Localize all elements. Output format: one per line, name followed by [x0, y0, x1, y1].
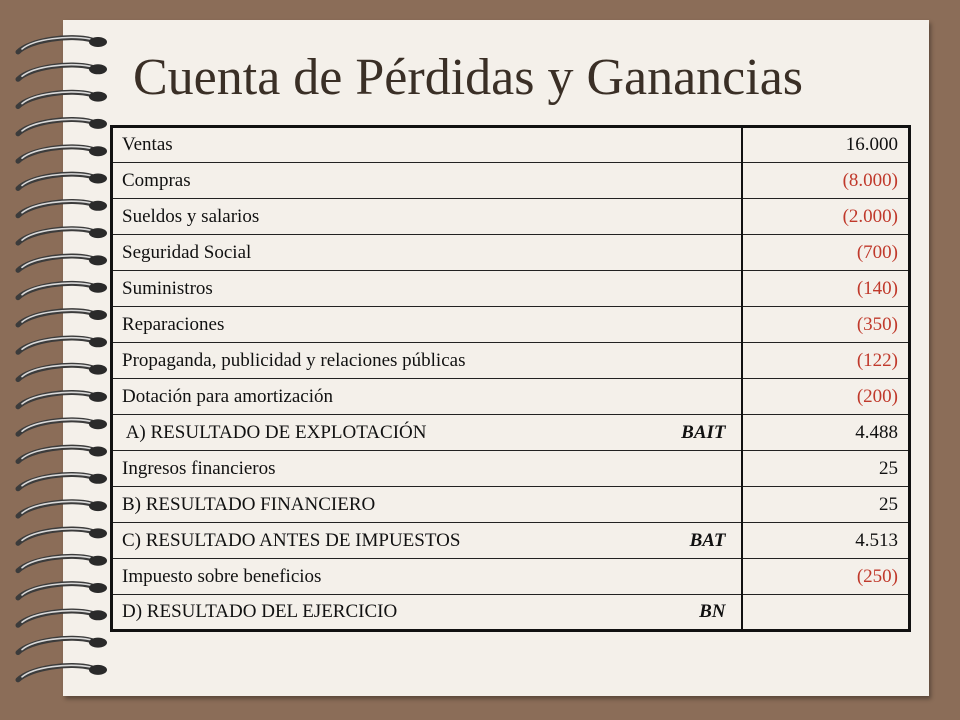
table-row: [112, 127, 910, 163]
row-label: D) RESULTADO DEL EJERCICIO: [122, 601, 398, 622]
binding-hole: [89, 474, 107, 484]
binding-hole: [89, 310, 107, 320]
row-label-cell: [112, 271, 742, 307]
row-value: (122): [742, 343, 910, 379]
binding-hole: [89, 255, 107, 265]
row-label-cell: [112, 415, 742, 451]
row-label: Impuesto sobre beneficios: [122, 565, 322, 587]
row-value: (350): [742, 307, 910, 343]
table-row: [112, 559, 910, 595]
table-row: [112, 415, 910, 451]
row-value: 4.513: [742, 523, 910, 559]
binding-hole: [89, 337, 107, 347]
row-label-cell: [112, 379, 742, 415]
table-row: [112, 271, 910, 307]
table-row: [112, 379, 910, 415]
table-row: [112, 487, 910, 523]
binding-hole: [89, 174, 107, 184]
spiral-binding-icon: [10, 20, 110, 700]
binding-hole: [89, 37, 107, 47]
row-label-cell: [112, 595, 742, 631]
row-value: 16.000: [742, 127, 910, 163]
row-label: Compras: [122, 169, 191, 191]
row-label-cell: [112, 523, 742, 559]
binding-hole: [89, 201, 107, 211]
binding-hole: [89, 64, 107, 74]
table-row: [112, 523, 910, 559]
row-label-cell: [112, 163, 742, 199]
row-value: (8.000): [742, 163, 910, 199]
binding-hole: [89, 610, 107, 620]
table-row: [112, 163, 910, 199]
table-row: [112, 199, 910, 235]
row-value: (140): [742, 271, 910, 307]
row-label-cell: [112, 199, 742, 235]
binding-hole: [89, 583, 107, 593]
binding-hole: [89, 556, 107, 566]
row-label-cell: [112, 307, 742, 343]
row-label-cell: [112, 559, 742, 595]
binding-hole: [89, 228, 107, 238]
row-label-cell: [112, 343, 742, 379]
row-label: Ingresos financieros: [122, 457, 276, 479]
row-label-cell: [112, 451, 742, 487]
row-value: 4.488: [742, 415, 910, 451]
table-row: [112, 307, 910, 343]
binding-hole: [89, 638, 107, 648]
binding-hole: [89, 447, 107, 457]
row-label: Dotación para amortización: [122, 385, 334, 407]
table-row: [112, 451, 910, 487]
binding-hole: [89, 419, 107, 429]
row-value: (2.000): [742, 199, 910, 235]
row-label-cell: [112, 127, 742, 163]
row-label-cell: [112, 235, 742, 271]
binding-hole: [89, 119, 107, 129]
table-row: [112, 235, 910, 271]
binding-hole: [89, 665, 107, 675]
row-label: Ventas: [122, 134, 173, 155]
row-value: (700): [742, 235, 910, 271]
row-value: [742, 595, 910, 631]
page-title: Cuenta de Pérdidas y Ganancias: [133, 49, 804, 106]
row-value: (250): [742, 559, 910, 595]
table-row: [112, 595, 910, 631]
row-label: Reparaciones: [122, 313, 225, 335]
binding-hole: [89, 146, 107, 156]
row-abbreviation: BN: [699, 601, 726, 622]
row-abbreviation: BAIT: [681, 421, 726, 443]
binding-hole: [89, 283, 107, 293]
row-label-cell: [112, 487, 742, 523]
binding-hole: [89, 392, 107, 402]
row-label: Suministros: [122, 277, 213, 299]
binding-hole: [89, 92, 107, 102]
row-label: A) RESULTADO DE EXPLOTACIÓN: [122, 421, 427, 443]
row-label: Seguridad Social: [122, 241, 252, 263]
row-abbreviation: BAT: [689, 529, 726, 551]
row-value: (200): [742, 379, 910, 415]
row-value: 25: [742, 451, 910, 487]
income-statement-table: [110, 125, 911, 632]
binding-hole: [89, 501, 107, 511]
table-row: [112, 343, 910, 379]
binding-hole: [89, 528, 107, 538]
row-label: Sueldos y salarios: [122, 205, 260, 227]
row-value: 25: [742, 487, 910, 523]
row-label: B) RESULTADO FINANCIERO: [122, 493, 376, 515]
binding-hole: [89, 365, 107, 375]
row-label: C) RESULTADO ANTES DE IMPUESTOS: [122, 529, 461, 551]
row-label: Propaganda, publicidad y relaciones públicas: [122, 349, 466, 371]
